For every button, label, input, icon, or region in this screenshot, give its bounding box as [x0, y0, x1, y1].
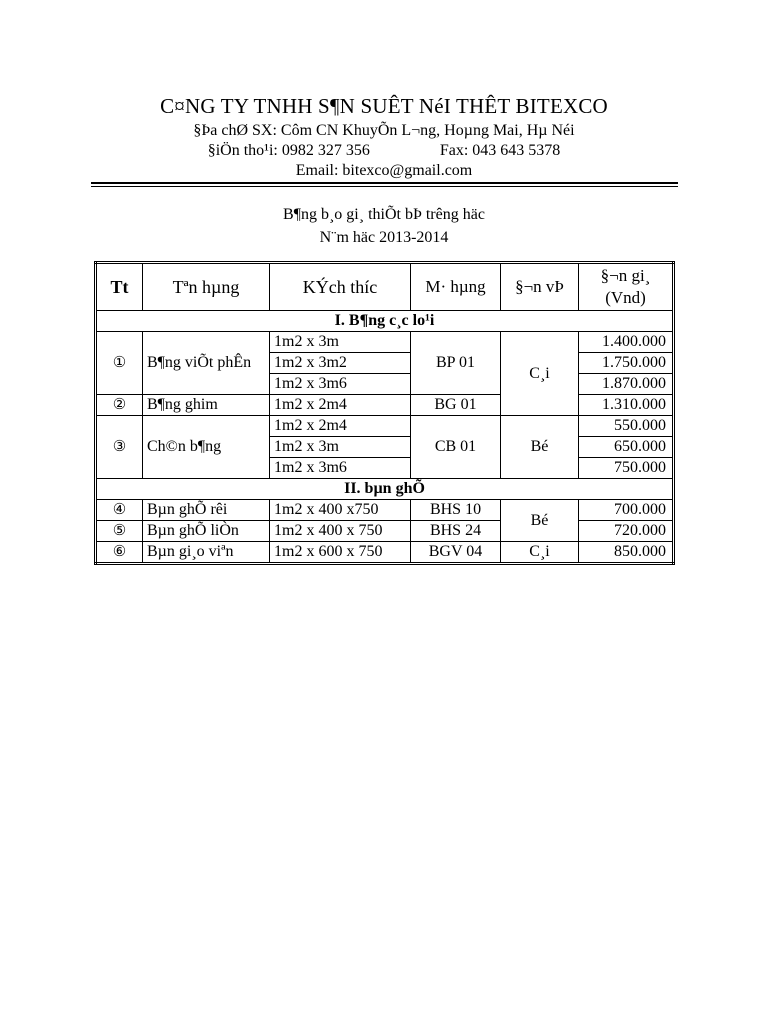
product-code: BP 01: [411, 332, 501, 395]
product-price: 750.000: [579, 458, 674, 479]
row-number: ⑤: [96, 521, 143, 542]
company-name: C¤NG TY TNHH S¶N SUÊT NéI THÊT BITEXCO: [160, 94, 608, 118]
row-number: ②: [96, 395, 143, 416]
header-divider-thin: [91, 186, 678, 187]
column-header-name: Tªn hµng: [143, 263, 270, 311]
product-unit: C¸i: [501, 542, 579, 564]
header-divider-thick: [91, 182, 678, 184]
row-number: ④: [96, 500, 143, 521]
product-size: 1m2 x 3m6: [270, 374, 411, 395]
price-header-currency: (Vnd): [605, 288, 646, 307]
section-title: I. B¶ng c¸c lo¹i: [96, 311, 674, 332]
price-table: [94, 261, 675, 565]
product-price: 1.310.000: [579, 395, 674, 416]
column-header-code: M· hµng: [411, 263, 501, 311]
product-name: B¶ng ghim: [143, 395, 270, 416]
product-size: 1m2 x 600 x 750: [270, 542, 411, 564]
company-address: §Þa chØ SX: Côm CN KhuyÕn L¬ng, Hoµng Mai, Hµ Néi: [193, 122, 575, 139]
product-unit: C¸i: [501, 332, 579, 416]
product-price: 550.000: [579, 416, 674, 437]
fax-number: Fax: 043 643 5378: [439, 142, 561, 159]
product-code: BG 01: [411, 395, 501, 416]
column-header-unit: §¬n vÞ: [501, 263, 579, 311]
contact-line: [0, 142, 768, 160]
table-row: [96, 332, 674, 353]
table-header-row: [96, 263, 674, 311]
product-code: BHS 24: [411, 521, 501, 542]
product-name: Bµn gi¸o viªn: [143, 542, 270, 564]
section-row: [96, 311, 674, 332]
table-row: [96, 416, 674, 437]
product-code: BGV 04: [411, 542, 501, 564]
product-name: Bµn ghÕ liÒn: [143, 521, 270, 542]
section-title: II. bµn ghÕ: [96, 479, 674, 500]
table-row: [96, 500, 674, 521]
product-code: BHS 10: [411, 500, 501, 521]
product-name: Bµn ghÕ rêi: [143, 500, 270, 521]
product-size: 1m2 x 3m: [270, 332, 411, 353]
product-name: B¶ng viÕt phÊn: [143, 332, 270, 395]
product-price: 1.400.000: [579, 332, 674, 353]
company-email: Email: bitexco@gmail.com: [295, 162, 473, 179]
column-header-price: [579, 263, 674, 311]
product-size: 1m2 x 3m6: [270, 458, 411, 479]
document-title: B¶ng b¸o gi¸ thiÕt bÞ trêng häc: [283, 206, 485, 223]
row-number: ③: [96, 416, 143, 479]
product-name: Ch©n b¶ng: [143, 416, 270, 479]
document-year: N¨m häc 2013-2014: [319, 229, 449, 246]
row-number: ⑥: [96, 542, 143, 564]
product-price: 1.750.000: [579, 353, 674, 374]
product-size: 1m2 x 3m: [270, 437, 411, 458]
product-price: 850.000: [579, 542, 674, 564]
price-header-label: §¬n gi¸: [600, 266, 651, 285]
product-size: 1m2 x 400 x750: [270, 500, 411, 521]
product-size: 1m2 x 2m4: [270, 416, 411, 437]
product-price: 1.870.000: [579, 374, 674, 395]
product-price: 720.000: [579, 521, 674, 542]
column-header-size: KÝch thíc: [270, 263, 411, 311]
column-header-tt: Tt: [96, 263, 143, 311]
product-unit: Bé: [501, 416, 579, 479]
row-number: ①: [96, 332, 143, 395]
product-price: 650.000: [579, 437, 674, 458]
section-row: [96, 479, 674, 500]
phone-number: §iÖn tho¹i: 0982 327 356: [207, 142, 370, 159]
product-size: 1m2 x 400 x 750: [270, 521, 411, 542]
table-row: [96, 521, 674, 542]
table-row: [96, 542, 674, 564]
table-row: [96, 395, 674, 416]
product-unit: Bé: [501, 500, 579, 542]
product-code: CB 01: [411, 416, 501, 479]
product-size: 1m2 x 3m2: [270, 353, 411, 374]
product-price: 700.000: [579, 500, 674, 521]
product-size: 1m2 x 2m4: [270, 395, 411, 416]
